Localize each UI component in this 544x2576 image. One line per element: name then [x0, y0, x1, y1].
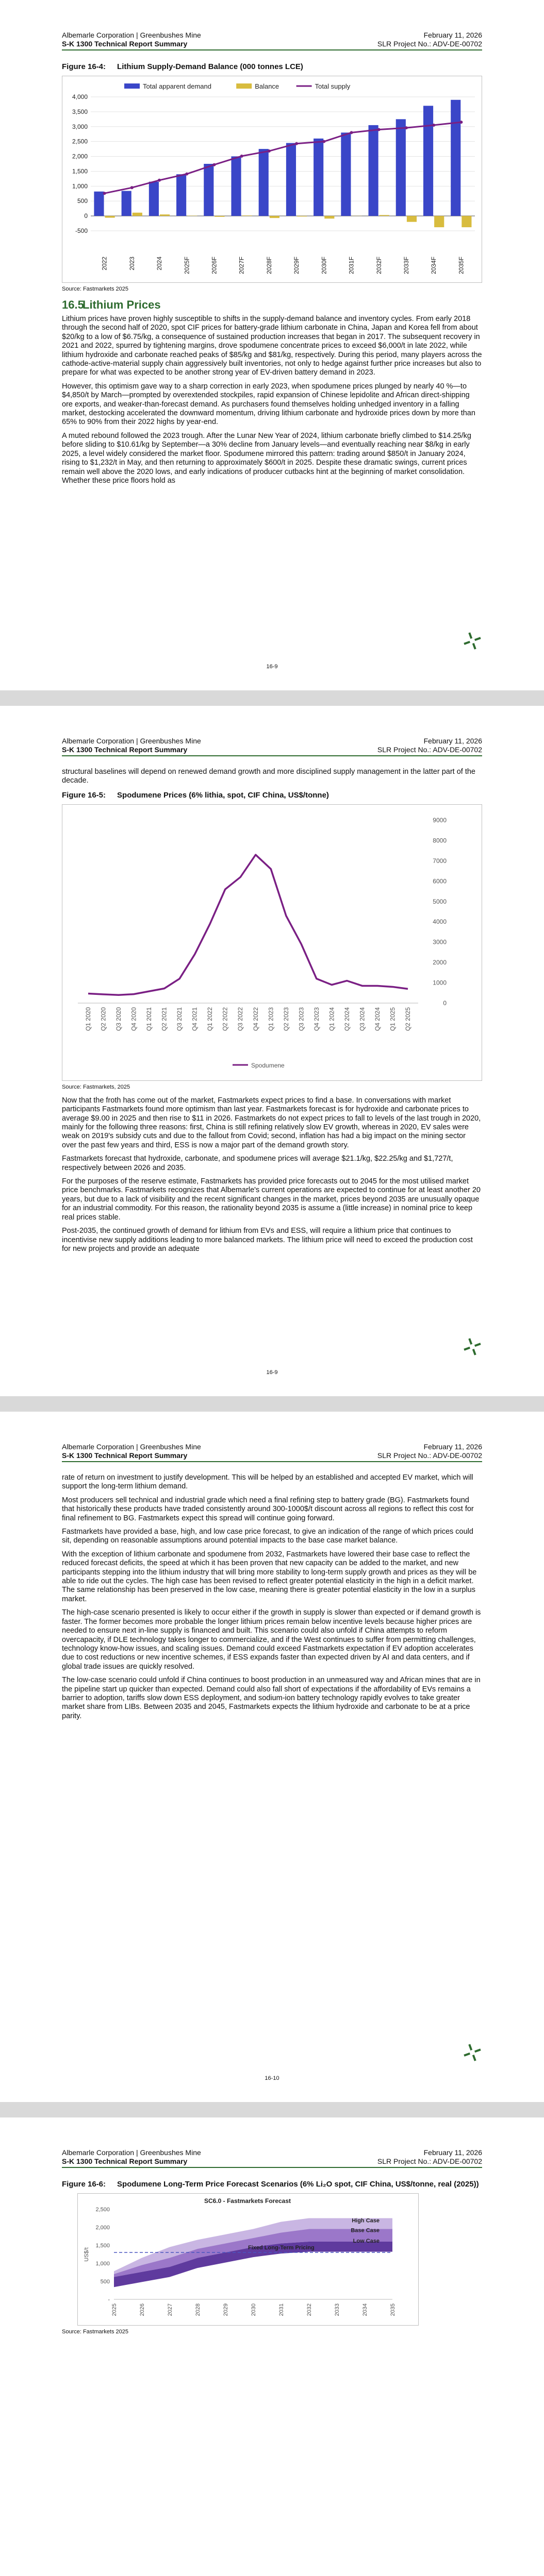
x-tick-label: Q1 2025 — [389, 1007, 397, 1031]
x-tick-label: 2031F — [348, 257, 355, 275]
x-tick-label: Q3 2020 — [115, 1007, 123, 1031]
figure-caption: Lithium Supply-Demand Balance (000 tonnes LCE) — [117, 62, 303, 71]
header-date: February 11, 2026 — [423, 2148, 482, 2157]
chart-title: SC6.0 - Fastmarkets Forecast — [204, 2197, 291, 2205]
paragraph: For the purposes of the reserve estimate, Fastmarkets has provided price forecasts out to 2045 for the most utilised market price benchmarks. Fastmarkets recognizes that Albemarle's current operations are expected to continue for at least another 20 years, but due to a lack of visibility and the recent significant changes in the market, prices beyond 2035 are unusually opaque for an industrial commodity. For this reason, the rationality beyond 2035 is assume a (little increase) in nominal price to keep real prices stable. — [62, 1177, 481, 1222]
x-tick-label: Q1 2022 — [206, 1007, 214, 1031]
paragraph: Fastmarkets forecast that hydroxide, carbonate, and spodumene prices will average $21.1/kg, $22.25/kg and $1,727/t, respectively between 2026 and 2035. — [62, 1155, 453, 1172]
x-tick-label: 2033 — [334, 2303, 340, 2316]
x-tick-label: 2022 — [101, 257, 108, 270]
supply-point — [405, 126, 408, 129]
y-tick-label: 0 — [84, 212, 88, 220]
y-tick-label: 5000 — [433, 897, 447, 905]
paragraph: Now that the froth has come out of the market, Fastmarkets expect prices to find a base. In conversations with market participants Fastmarkets found more optimism than last year. Fastmarkets forecast is for hydroxide and carbonate prices to average $9.00 in 2025 and then rise to $11 in 2026. Fastmarkets do not expect prices to fall to levels of the last trough in 2020, mainly for the following three reasons: first, China is still refining relatively slow EV growth, whereas in 2020, EV sales were weak on 2019's subsidy cuts and due to the fallout from Covid; second, inflation has had a big impact on the mining sector over the past few years and third, ESS is now a major part of the demand growth story. — [62, 1096, 481, 1149]
x-tick-label: Q2 2020 — [100, 1007, 107, 1031]
x-tick-label: Q3 2022 — [237, 1007, 244, 1031]
header-date: February 11, 2026 — [423, 1443, 482, 1451]
demand-bar — [94, 192, 104, 216]
supply-point — [185, 173, 188, 176]
x-tick-label: Q3 2024 — [358, 1007, 366, 1031]
supply-point — [212, 163, 216, 166]
figure-source: Source: Fastmarkets 2025 — [62, 2329, 129, 2335]
balance-bar — [105, 216, 115, 217]
x-tick-label: Q2 2024 — [343, 1007, 351, 1031]
y-tick-label: 3,000 — [72, 123, 88, 130]
paragraph: A muted rebound followed the 2023 trough. After the Lunar New Year of 2024, lithium carbonate briefly climbed to $14.25/kg before sliding to $10.61/kg by September—a 30% decline from January levels—and eventually reaching near $8/kg in early 2025, a level widely considered the market floor. Spodumene mirrored this pattern: trading around $850/t in January 2024, rising to $1,232/t in May, and then returning to approximately $600/t in 2025. Despite these dramatic swings, current prices remain well above the 2020 lows, and early indications of producer cutbacks hint at the beginning of market consolidation. Whether these price floors hold as — [62, 431, 471, 485]
section-heading — [62, 298, 482, 312]
paragraph: The high-case scenario presented is likely to occur either if the growth in supply is slower than expected or if demand growth is faster. The former becomes more probable the longer lithium prices remain below incentive levels because higher prices are needed to ensure next in-line supply is financed and built. This scenario could also unfold if China attempts to reform overcapacity, if DLE technology takes longer to commercialize, and if the West continues to suffer from permitting challenges, technology know-how issues, and scaling issues. Demand could exceed Fastmarkets expectation if EV adoption accelerates due to cost reductions or new incentive schemes, if ESS expands faster than expected driven by AI and data centers, and if global trade issues are quickly resolved. — [62, 1608, 481, 1671]
figure-source: Source: Fastmarkets 2025 — [62, 286, 129, 292]
demand-bar — [286, 143, 296, 216]
x-tick-label: Q1 2023 — [267, 1007, 275, 1031]
x-tick-label: 2029 — [223, 2303, 229, 2316]
y-tick-label: 2,500 — [95, 2207, 110, 2213]
figure-title — [62, 2179, 482, 2189]
section-title: Lithium Prices — [83, 298, 161, 311]
header-rule — [62, 49, 482, 50]
demand-bar — [451, 100, 460, 216]
y-tick-label: 1,500 — [72, 167, 88, 175]
x-tick-label: 2029F — [293, 257, 301, 275]
x-tick-label: Q2 2023 — [282, 1007, 290, 1031]
x-tick-label: Q3 2021 — [176, 1007, 184, 1031]
x-tick-label: Q4 2020 — [130, 1007, 138, 1031]
y-tick-label: - — [108, 2297, 110, 2303]
paragraph: The low-case scenario could unfold if China continues to boost production in an unmeasured way and African mines that are in the pipeline start up quicker than expected. Demand could also fall short of expectations if the affordability of EVs remains a barrier to adoption, tariffs slow down ESS deployment, and sodium-ion battery technology rapidly evolves to take greater market share from LIBs. Between 2035 and 2045, Fastmarkets expects the lithium hydroxide and carbonate to be at a price parity. — [62, 1676, 481, 1720]
x-tick-label: Q2 2022 — [221, 1007, 229, 1031]
y-tick-label: 6000 — [433, 877, 447, 885]
balance-bar — [160, 214, 170, 216]
x-tick-label: 2032F — [375, 257, 383, 275]
x-tick-label: Q1 2021 — [145, 1007, 153, 1031]
balance-bar — [133, 213, 142, 216]
page-4 — [0, 2117, 544, 2576]
figure-number: Figure 16-5: — [62, 790, 106, 800]
y-tick-label: 2000 — [433, 958, 447, 966]
supply-point — [322, 140, 325, 143]
x-tick-label: 2028 — [195, 2303, 201, 2316]
demand-bar — [204, 164, 213, 216]
figure-caption: Spodumene Prices (6% lithia, spot, CIF China, US$/tonne) — [117, 790, 329, 800]
header-report-no: SLR Project No.: ADV-DE-00702 — [377, 40, 482, 48]
figure-title — [62, 790, 482, 800]
page-3 — [0, 1412, 544, 2102]
section-number: 16.5 — [62, 298, 84, 311]
legend-label: Balance — [255, 82, 279, 90]
company-logo — [463, 631, 482, 651]
header-report: S-K 1300 Technical Report Summary — [62, 745, 188, 754]
company-logo — [463, 2043, 482, 2062]
x-tick-label: 2024 — [156, 257, 163, 270]
x-tick-label: 2025F — [183, 257, 191, 275]
supply-point — [103, 192, 106, 195]
y-tick-label: 0 — [443, 999, 447, 1007]
header-rule — [62, 2167, 482, 2168]
supply-point — [377, 128, 381, 131]
header-report-no: SLR Project No.: ADV-DE-00702 — [377, 2157, 482, 2165]
y-tick-label: 7000 — [433, 857, 447, 865]
spodumene-price-chart-frame — [62, 804, 482, 1081]
header-company: Albemarle Corporation | Greenbushes Mine — [62, 2148, 201, 2157]
demand-bar — [176, 174, 186, 216]
y-tick-label: 2,000 — [72, 152, 88, 160]
x-tick-label: Q2 2021 — [160, 1007, 168, 1031]
y-tick-label: 4,000 — [72, 93, 88, 100]
balance-bar — [407, 216, 417, 222]
paragraph: Fastmarkets have provided a base, high, and low case price forecast, to give an indication of the range of which prices could sit, depending on reasonable assumptions around potential impacts to the base case market balance. — [62, 1528, 473, 1545]
x-tick-label: 2035 — [390, 2303, 396, 2316]
page-1 — [0, 0, 544, 690]
legend-label: Spodumene — [251, 1061, 285, 1069]
x-tick-label: 2030F — [320, 256, 328, 275]
x-tick-label: 2034F — [430, 257, 438, 275]
fixed-pricing-label: Fixed Long-Term Pricing — [248, 2245, 315, 2251]
header-date: February 11, 2026 — [423, 31, 482, 39]
balance-bar — [461, 216, 471, 227]
x-tick-label: 2026 — [139, 2303, 145, 2316]
x-tick-label: 2027F — [238, 257, 245, 275]
company-logo — [463, 1337, 482, 1357]
spodumene-price-chart — [62, 805, 482, 1078]
demand-bar — [122, 191, 131, 216]
legend-swatch — [124, 83, 140, 89]
header-company: Albemarle Corporation | Greenbushes Mine — [62, 737, 201, 745]
x-tick-label: Q4 2021 — [191, 1007, 199, 1031]
balance-bar — [270, 216, 279, 218]
y-tick-label: 8000 — [433, 837, 447, 844]
supply-point — [240, 155, 243, 158]
header-report-no: SLR Project No.: ADV-DE-00702 — [377, 1451, 482, 1460]
paragraph: rate of return on investment to justify development. This will be helped by an established and accepted EV market, which will support the long-term lithium demand. — [62, 1473, 473, 1491]
paragraph: Most producers sell technical and industrial grade which need a final refining step to battery grade (BG). Fastmarkets found that historically these products have traded consistently around 300-1000$/t discount across all regions to reflect this cost for final refinement to BG. Fastmarkets expect this spread will continue going forward. — [62, 1496, 474, 1522]
x-tick-label: 2026F — [210, 257, 218, 275]
y-tick-label: 1000 — [433, 979, 447, 987]
base-case-label: Base Case — [351, 2227, 380, 2234]
page-2 — [0, 706, 544, 1396]
demand-bar — [314, 139, 323, 216]
header-rule — [62, 755, 482, 756]
supply-point — [432, 124, 435, 127]
legend-label: Total apparent demand — [143, 82, 211, 90]
paragraph: With the exception of lithium carbonate and spodumene from 2032, Fastmarkets have lowered their base case to reflect the reduced forecast deficits, the speed at which it has been proven that new capacity can be added to the market, and new participants stepping into the lithium industry that will bring more stability to long-term supply growth and prices as they will be able to ride out the cycles. The high case has been revised to reflect greater potential elasticity in the high in a deficit market. The same relationship has been preserved in the low case, meaning there is greater potential elasticity in the low in a surplus market. — [62, 1550, 477, 1603]
balance-bar — [215, 216, 224, 217]
figure-caption: Spodumene Long-Term Price Forecast Scenarios (6% Li₂O spot, CIF China, US$/tonne, real (2025)) — [117, 2180, 479, 2189]
y-tick-label: 500 — [77, 197, 88, 205]
balance-bar — [434, 216, 444, 227]
header-company: Albemarle Corporation | Greenbushes Mine — [62, 1443, 201, 1451]
balance-bar — [380, 215, 389, 216]
supply-point — [158, 179, 161, 182]
y-tick-label: 3000 — [433, 938, 447, 946]
x-tick-label: 2031 — [278, 2303, 285, 2316]
demand-bar — [369, 125, 378, 216]
x-tick-label: 2030 — [251, 2303, 257, 2316]
y-tick-label: 1,500 — [95, 2243, 110, 2249]
supply-point — [130, 186, 134, 189]
paragraph: Lithium prices have proven highly susceptible to shifts in the supply-demand balance and inventory cycles. From early 2018 through the second half of 2020, spot CIF prices for battery-grade lithium carbonate in China, Japan and Korea fell from about $20/kg to a low of $6.75/kg, a consequence of sustained production increases that began in 2017. The subsequent recovery in 2021 and 2022, spurred by tightening margins, drove spodumene concentrate prices to exceed $6,000/t in late 2022, while lithium hydroxide and carbonate reached peaks of $85/kg and $81/kg, respectively. During this period, many players across the cathode-active-material supply chain aggressively built inventories, not only to hedge against further price increases but also to prepare for what was expected to be another strong year of EV-driven battery demand in 2023. — [62, 315, 482, 377]
supply-demand-chart — [62, 76, 482, 280]
y-tick-label: 2,000 — [95, 2225, 110, 2231]
demand-bar — [423, 106, 433, 216]
low-case-label: Low Case — [353, 2238, 380, 2244]
paragraph: Post-2035, the continued growth of demand for lithium from EVs and ESS, will require a lithium price that continues to incentivise new supply additions leading to more balanced markets. The lithium price will need to exceed the production cost for new projects and provide an adequate — [62, 1227, 473, 1253]
header-report: S-K 1300 Technical Report Summary — [62, 1451, 188, 1460]
x-tick-label: 2027 — [167, 2303, 173, 2316]
y-tick-label: 3,500 — [72, 108, 88, 115]
x-tick-label: 2033F — [402, 257, 410, 275]
demand-bar — [231, 157, 241, 216]
page-number: 16-9 — [266, 1369, 278, 1376]
x-tick-label: Q4 2024 — [373, 1007, 381, 1031]
paragraph: structural baselines will depend on renewed demand growth and more disciplined supply management in the latter part of the decade. — [62, 768, 475, 785]
supply-point — [268, 149, 271, 152]
balance-bar — [242, 215, 252, 216]
x-tick-label: 2035F — [457, 257, 465, 275]
forecast-chart-frame — [77, 2193, 419, 2326]
demand-bar — [259, 149, 269, 216]
demand-bar — [149, 182, 159, 216]
x-tick-label: 2032 — [306, 2303, 312, 2316]
demand-bar — [341, 132, 351, 216]
y-tick-label: 9000 — [433, 816, 447, 824]
header-rule — [62, 1461, 482, 1462]
header-report: S-K 1300 Technical Report Summary — [62, 2157, 188, 2165]
supply-point — [350, 131, 353, 134]
page-number: 16-9 — [266, 664, 278, 670]
balance-bar — [324, 216, 334, 218]
x-tick-label: Q3 2023 — [298, 1007, 305, 1031]
x-tick-label: 2023 — [128, 257, 136, 270]
legend-label: Total supply — [315, 82, 351, 90]
spodumene-line — [88, 855, 408, 995]
demand-bar — [396, 119, 406, 216]
supply-point — [459, 121, 463, 124]
x-tick-label: Q1 2020 — [85, 1007, 92, 1031]
paragraph: However, this optimism gave way to a sharp correction in early 2023, when spodumene prices plunged by nearly 40 %—to $4,850/t by March—prompted by overextended stockpiles, rapid expansion of Chinese lepidolite and African direct-shipping ore exports, and weaker-than-forecast demand. As purchasers found themselves holding unhedged inventory in a falling market, destocking accelerated the downward momentum, driving lithium carbonate and hydroxide prices down by more than 65% to 90% from their 2022 highs by year-end. — [62, 382, 475, 427]
figure-source: Source: Fastmarkets, 2025 — [62, 1083, 130, 1090]
x-tick-label: 2028F — [265, 257, 273, 275]
high-case-label: High Case — [352, 2217, 380, 2224]
figure-number: Figure 16-6: — [62, 2180, 106, 2189]
header-report: S-K 1300 Technical Report Summary — [62, 40, 188, 48]
header-company: Albemarle Corporation | Greenbushes Mine — [62, 31, 201, 39]
y-tick-label: 1,000 — [72, 182, 88, 190]
figure-number: Figure 16-4: — [62, 62, 106, 71]
figure-title — [62, 62, 482, 72]
y-axis-label: US$/t — [84, 2247, 90, 2262]
y-tick-label: 1,000 — [95, 2261, 110, 2267]
page-number: 16-10 — [265, 2075, 279, 2081]
x-tick-label: 2025 — [111, 2303, 118, 2316]
legend-swatch — [236, 83, 252, 89]
x-tick-label: 2034 — [362, 2303, 368, 2316]
y-tick-label: -500 — [75, 227, 88, 234]
forecast-scenarios-chart — [78, 2194, 417, 2323]
supply-demand-chart-frame — [62, 76, 482, 283]
header-report-no: SLR Project No.: ADV-DE-00702 — [377, 745, 482, 754]
y-tick-label: 500 — [100, 2279, 110, 2285]
supply-point — [295, 142, 298, 145]
x-tick-label: Q4 2022 — [252, 1007, 259, 1031]
header-date: February 11, 2026 — [423, 737, 482, 745]
y-tick-label: 4000 — [433, 918, 447, 926]
x-tick-label: Q2 2025 — [404, 1007, 411, 1031]
x-tick-label: Q4 2023 — [312, 1007, 320, 1031]
y-tick-label: 2,500 — [72, 138, 88, 145]
x-tick-label: Q1 2024 — [328, 1007, 336, 1031]
